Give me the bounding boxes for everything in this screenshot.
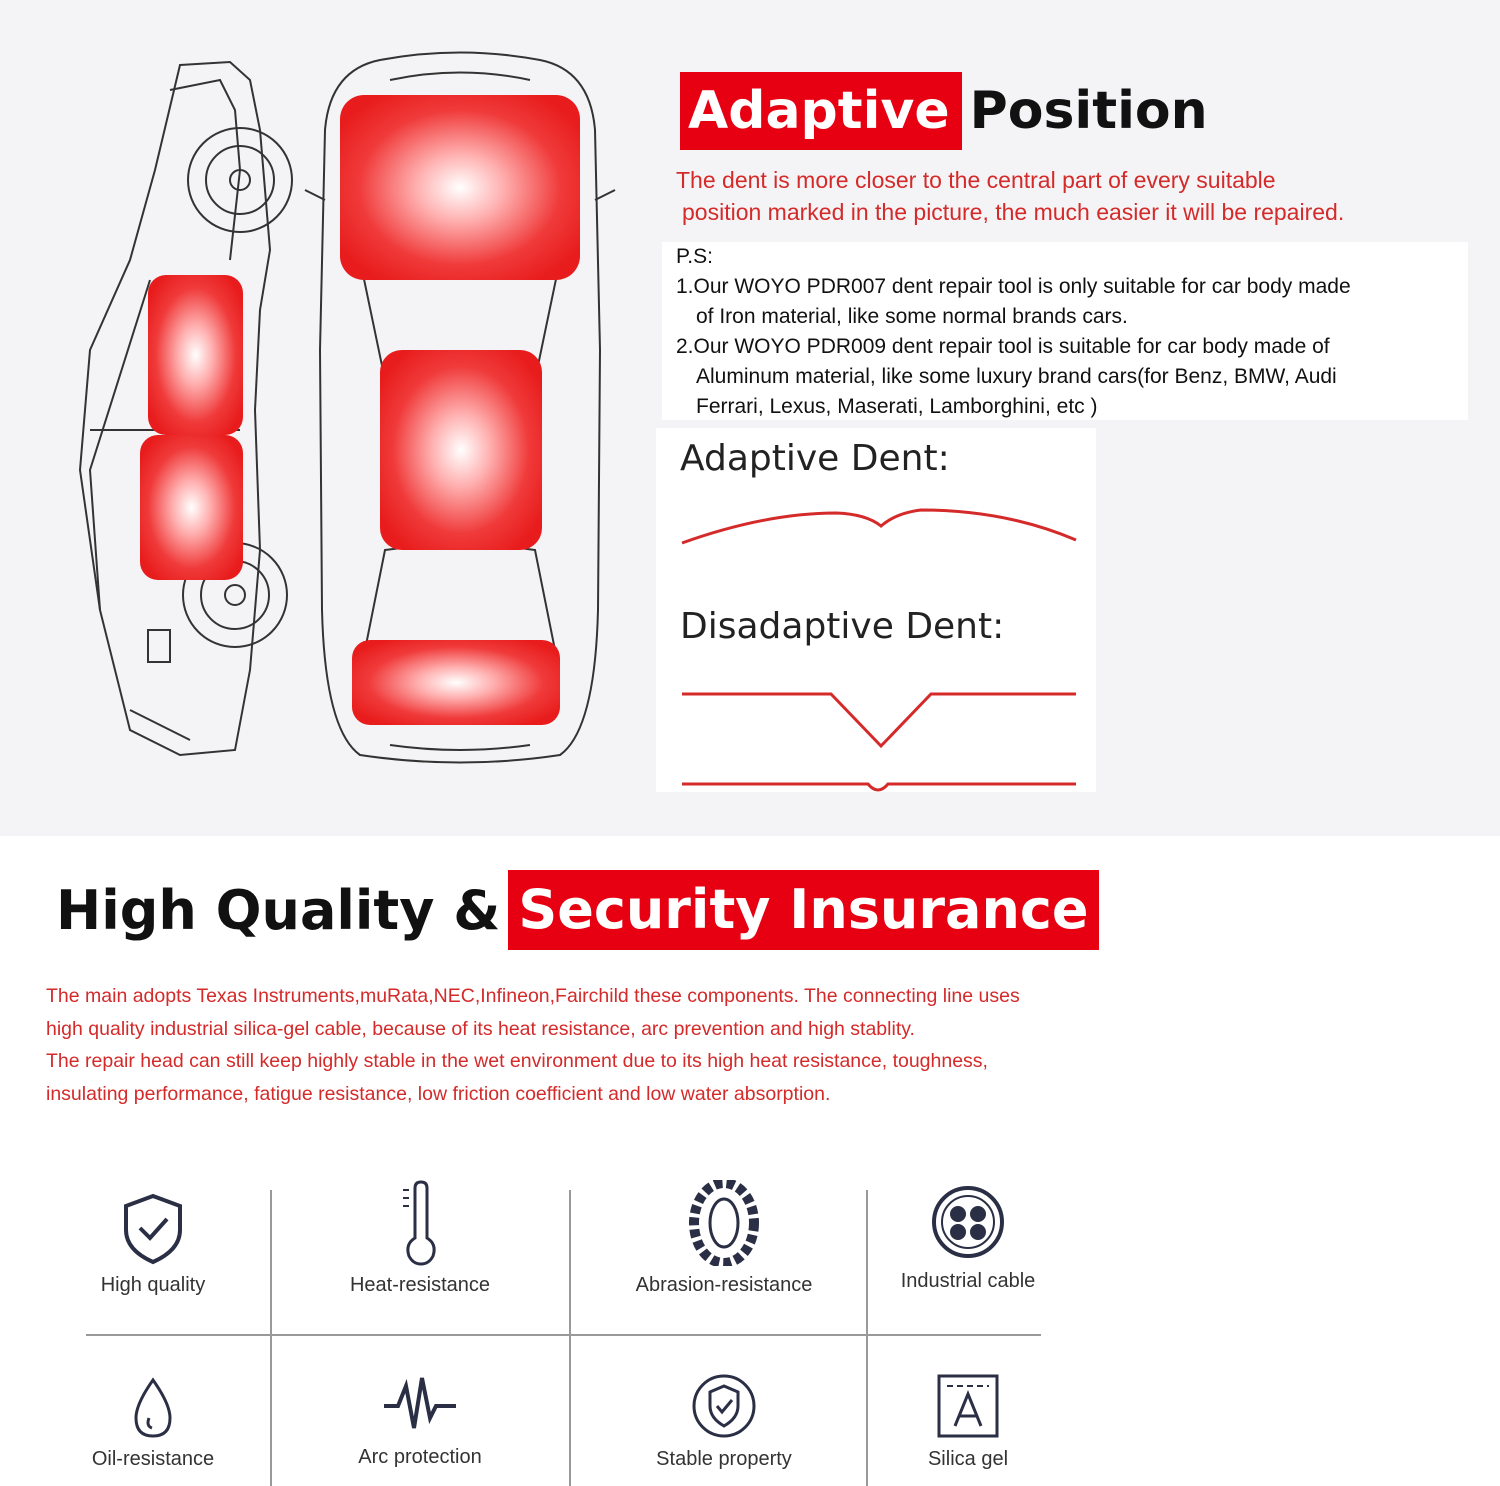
adaptive-dent-label: Adaptive Dent: — [680, 438, 950, 479]
top-dent-zone-trunk — [352, 640, 560, 725]
side-dent-zone-upper — [148, 275, 243, 435]
feature-label: Oil-resistance — [91, 1448, 215, 1470]
feature-abrasion-resistance — [609, 1180, 839, 1297]
ps-line: Ferrari, Lexus, Maserati, Lamborghini, etc ) — [696, 395, 1098, 418]
ps-line: of Iron material, like some normal brands cars. — [696, 305, 1128, 328]
title-highlight: Security Insurance — [508, 870, 1098, 950]
title-highlight: Adaptive — [680, 72, 962, 150]
side-dent-zone-lower — [140, 435, 243, 580]
desc-line: The repair head can still keep highly stable in the wet environment due to its high heat resistance, toughness, — [46, 1050, 988, 1072]
desc-line: The main adopts Texas Instruments,muRata,NEC,Infineon,Fairchild these components. The connecting line uses — [46, 985, 1020, 1007]
feature-arc-protection — [305, 1372, 535, 1469]
thermometer-icon — [395, 1180, 445, 1266]
quality-title — [56, 870, 1099, 950]
top-dent-zone-roof — [340, 95, 580, 280]
divider — [569, 1190, 571, 1486]
adaptive-note — [676, 164, 1476, 228]
feature-label: Abrasion-resistance — [635, 1274, 813, 1296]
feature-industrial-cable — [853, 1184, 1083, 1293]
feature-label: Heat-resistance — [349, 1274, 491, 1296]
note-line: position marked in the picture, the much easier it will be repaired. — [682, 199, 1345, 225]
divider — [270, 1190, 272, 1486]
note-line: The dent is more closer to the central part of every suitable — [676, 167, 1276, 193]
adaptive-position-title — [680, 72, 1208, 150]
feature-label: Stable property — [656, 1448, 792, 1470]
silica-gel-icon — [935, 1372, 1001, 1440]
feature-oil-resistance — [38, 1376, 268, 1471]
feature-high-quality — [38, 1190, 268, 1297]
oil-drop-icon — [128, 1376, 178, 1440]
pulse-icon — [380, 1372, 460, 1438]
disadaptive-dent-label: Disadaptive Dent: — [680, 606, 1005, 647]
desc-line: high quality industrial silica-gel cable, because of its heat resistance, arc prevention and high stablity. — [46, 1017, 915, 1040]
feature-label: Industrial cable — [900, 1270, 1036, 1292]
ps-line: 1.Our WOYO PDR007 dent repair tool is only suitable for car body made — [676, 275, 1351, 298]
title-rest: High Quality & — [56, 878, 501, 942]
feature-stable-property — [609, 1372, 839, 1471]
feature-heat-resistance — [305, 1180, 535, 1297]
ps-line: 2.Our WOYO PDR009 dent repair tool is suitable for car body made of — [676, 335, 1330, 358]
adaptive-dent-curve — [656, 488, 1096, 558]
ps-note — [662, 242, 1468, 420]
dent-examples — [656, 428, 1096, 792]
disadaptive-dent-curves — [656, 678, 1096, 798]
quality-description — [46, 980, 1146, 1110]
divider — [86, 1334, 1041, 1336]
ps-label: P.S: — [676, 245, 713, 268]
feature-grid — [0, 1150, 1100, 1486]
desc-line: insulating performance, fatigue resistance, low friction coefficient and low water absorption. — [46, 1082, 831, 1105]
ps-line: Aluminum material, like some luxury brand cars(for Benz, BMW, Audi — [696, 365, 1337, 388]
cable-icon — [930, 1184, 1006, 1262]
feature-silica-gel — [853, 1372, 1083, 1471]
title-rest: Position — [969, 81, 1208, 141]
shield-circle-icon — [690, 1372, 758, 1440]
top-dent-zone-center — [380, 350, 542, 550]
car-diagram — [60, 50, 620, 770]
feature-label: Arc protection — [358, 1446, 482, 1468]
feature-label: Silica gel — [927, 1448, 1009, 1470]
tire-icon — [689, 1180, 759, 1266]
shield-check-icon — [118, 1190, 188, 1266]
feature-label: High quality — [100, 1274, 206, 1296]
